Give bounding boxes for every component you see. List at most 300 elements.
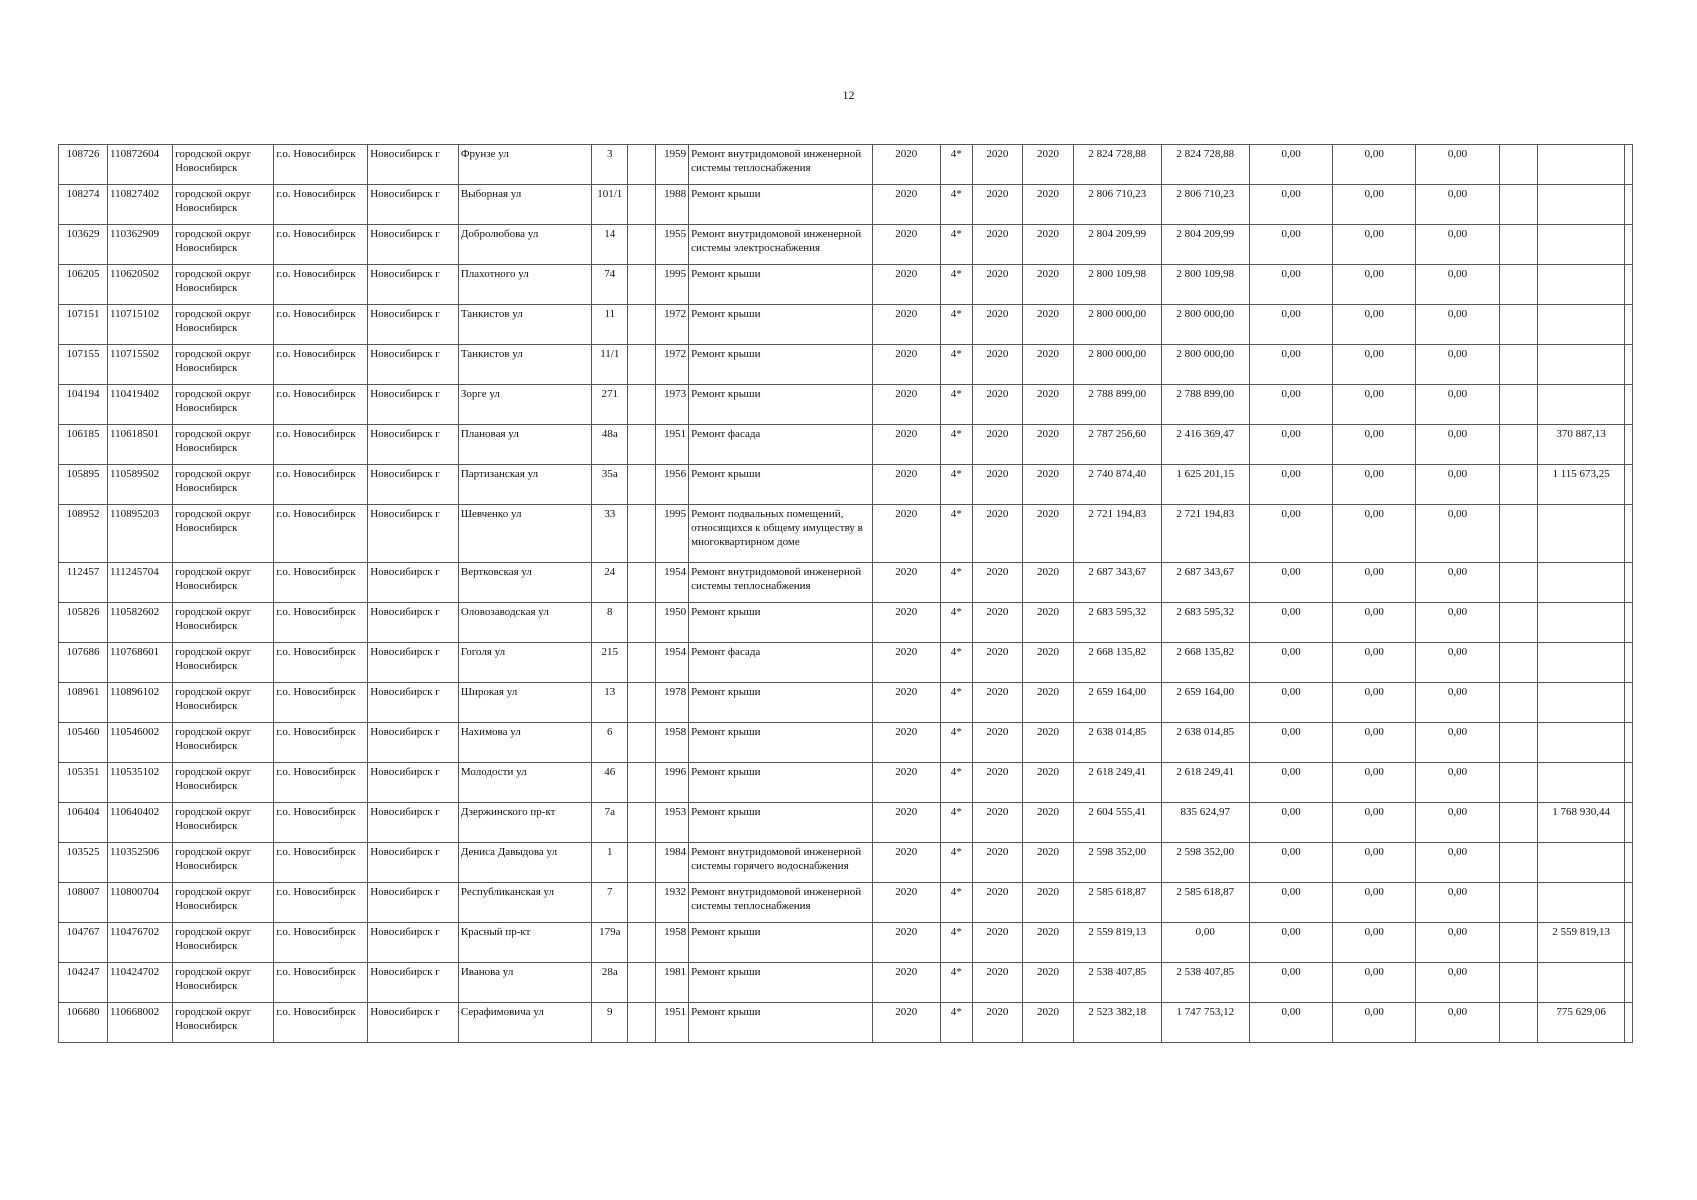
cell-district: городской округ Новосибирск bbox=[173, 225, 274, 265]
cell-house-number: 215 bbox=[592, 643, 628, 683]
cell-city: Новосибирск г bbox=[368, 465, 459, 505]
cell-regional-cost: 0,00 bbox=[1333, 305, 1416, 345]
cell-plan-year: 2020 bbox=[872, 923, 940, 963]
table-row bbox=[59, 603, 1633, 643]
cell-fund-cost: 2 687 343,67 bbox=[1161, 563, 1250, 603]
cell-record-id: 106680 bbox=[59, 1003, 108, 1043]
cell-regional-cost: 0,00 bbox=[1333, 803, 1416, 843]
cell-municipality: г.о. Новосибирск bbox=[274, 305, 368, 345]
cell-fund-cost: 2 598 352,00 bbox=[1161, 843, 1250, 883]
cell-house-number: 7 bbox=[592, 883, 628, 923]
table-row bbox=[59, 723, 1633, 763]
table-row bbox=[59, 425, 1633, 465]
cell-year-built: 1995 bbox=[656, 505, 689, 563]
cell-city: Новосибирск г bbox=[368, 185, 459, 225]
cell-start-year: 2020 bbox=[972, 843, 1022, 883]
cell-regional-cost: 0,00 bbox=[1333, 225, 1416, 265]
cell-owners-cost: 2 559 819,13 bbox=[1537, 923, 1624, 963]
cell-spacer bbox=[1625, 465, 1633, 505]
cell-city: Новосибирск г bbox=[368, 723, 459, 763]
table-row bbox=[59, 843, 1633, 883]
cell-fund-cost: 2 806 710,23 bbox=[1161, 185, 1250, 225]
cell-municipality: г.о. Новосибирск bbox=[274, 505, 368, 563]
cell-end-year: 2020 bbox=[1022, 345, 1073, 385]
cell-municipality: г.о. Новосибирск bbox=[274, 843, 368, 883]
table-row bbox=[59, 763, 1633, 803]
cell-spacer bbox=[1625, 345, 1633, 385]
cell-owners-cost: 1 768 930,44 bbox=[1537, 803, 1624, 843]
cell-building bbox=[628, 963, 656, 1003]
cell-street: Плахотного ул bbox=[458, 265, 591, 305]
cell-federal-cost: 0,00 bbox=[1250, 345, 1333, 385]
cell-district: городской округ Новосибирск bbox=[173, 963, 274, 1003]
cell-local-cost: 0,00 bbox=[1416, 145, 1499, 185]
cell-district: городской округ Новосибирск bbox=[173, 425, 274, 465]
cell-owners-cost bbox=[1537, 763, 1624, 803]
cell-street: Вертковская ул bbox=[458, 563, 591, 603]
cell-house-number: 11/1 bbox=[592, 345, 628, 385]
cell-regional-cost: 0,00 bbox=[1333, 963, 1416, 1003]
cell-house-number: 13 bbox=[592, 683, 628, 723]
cell-house-number: 24 bbox=[592, 563, 628, 603]
cell-work-type: Ремонт фасада bbox=[689, 643, 872, 683]
cell-house-code: 110589502 bbox=[108, 465, 173, 505]
cell-record-id: 105895 bbox=[59, 465, 108, 505]
cell-city: Новосибирск г bbox=[368, 505, 459, 563]
cell-street: Дзержинского пр-кт bbox=[458, 803, 591, 843]
cell-regional-cost: 0,00 bbox=[1333, 425, 1416, 465]
cell-total-cost: 2 687 343,67 bbox=[1074, 563, 1161, 603]
cell-city: Новосибирск г bbox=[368, 385, 459, 425]
cell-start-year: 2020 bbox=[972, 923, 1022, 963]
cell-house-code: 110424702 bbox=[108, 963, 173, 1003]
cell-local-cost: 0,00 bbox=[1416, 305, 1499, 345]
cell-local-cost: 0,00 bbox=[1416, 963, 1499, 1003]
table-row bbox=[59, 305, 1633, 345]
cell-extra-cost bbox=[1499, 425, 1537, 465]
cell-municipality: г.о. Новосибирск bbox=[274, 963, 368, 1003]
cell-end-year: 2020 bbox=[1022, 843, 1073, 883]
cell-house-code: 110352506 bbox=[108, 843, 173, 883]
cell-street: Шевченко ул bbox=[458, 505, 591, 563]
cell-regional-cost: 0,00 bbox=[1333, 465, 1416, 505]
cell-building bbox=[628, 563, 656, 603]
cell-plan-year: 2020 bbox=[872, 563, 940, 603]
cell-fund-cost: 2 538 407,85 bbox=[1161, 963, 1250, 1003]
cell-year-built: 1958 bbox=[656, 723, 689, 763]
cell-extra-cost bbox=[1499, 683, 1537, 723]
cell-start-year: 2020 bbox=[972, 563, 1022, 603]
cell-local-cost: 0,00 bbox=[1416, 883, 1499, 923]
cell-city: Новосибирск г bbox=[368, 1003, 459, 1043]
cell-federal-cost: 0,00 bbox=[1250, 683, 1333, 723]
cell-municipality: г.о. Новосибирск bbox=[274, 225, 368, 265]
cell-federal-cost: 0,00 bbox=[1250, 643, 1333, 683]
cell-spacer bbox=[1625, 425, 1633, 465]
cell-work-type: Ремонт внутридомовой инженерной системы теплоснабжения bbox=[689, 563, 872, 603]
cell-city: Новосибирск г bbox=[368, 563, 459, 603]
cell-work-type: Ремонт крыши bbox=[689, 603, 872, 643]
cell-city: Новосибирск г bbox=[368, 923, 459, 963]
cell-record-id: 105351 bbox=[59, 763, 108, 803]
cell-plan-year: 2020 bbox=[872, 683, 940, 723]
cell-federal-cost: 0,00 bbox=[1250, 723, 1333, 763]
cell-work-type: Ремонт крыши bbox=[689, 185, 872, 225]
cell-federal-cost: 0,00 bbox=[1250, 185, 1333, 225]
table-row bbox=[59, 345, 1633, 385]
table-row bbox=[59, 185, 1633, 225]
cell-total-cost: 2 824 728,88 bbox=[1074, 145, 1161, 185]
cell-city: Новосибирск г bbox=[368, 145, 459, 185]
cell-district: городской округ Новосибирск bbox=[173, 723, 274, 763]
cell-plan-year: 2020 bbox=[872, 843, 940, 883]
cell-district: городской округ Новосибирск bbox=[173, 603, 274, 643]
cell-work-type: Ремонт внутридомовой инженерной системы горячего водоснабжения bbox=[689, 843, 872, 883]
cell-federal-cost: 0,00 bbox=[1250, 803, 1333, 843]
cell-regional-cost: 0,00 bbox=[1333, 883, 1416, 923]
cell-building bbox=[628, 603, 656, 643]
cell-street: Танкистов ул bbox=[458, 305, 591, 345]
cell-type-mark: 4* bbox=[940, 883, 972, 923]
cell-plan-year: 2020 bbox=[872, 465, 940, 505]
cell-record-id: 108726 bbox=[59, 145, 108, 185]
table-row bbox=[59, 385, 1633, 425]
cell-building bbox=[628, 923, 656, 963]
cell-local-cost: 0,00 bbox=[1416, 763, 1499, 803]
cell-federal-cost: 0,00 bbox=[1250, 225, 1333, 265]
cell-spacer bbox=[1625, 763, 1633, 803]
cell-house-code: 110895203 bbox=[108, 505, 173, 563]
cell-regional-cost: 0,00 bbox=[1333, 683, 1416, 723]
cell-start-year: 2020 bbox=[972, 1003, 1022, 1043]
cell-plan-year: 2020 bbox=[872, 345, 940, 385]
cell-start-year: 2020 bbox=[972, 465, 1022, 505]
cell-spacer bbox=[1625, 883, 1633, 923]
cell-house-code: 110620502 bbox=[108, 265, 173, 305]
cell-record-id: 108274 bbox=[59, 185, 108, 225]
cell-spacer bbox=[1625, 225, 1633, 265]
cell-spacer bbox=[1625, 643, 1633, 683]
cell-type-mark: 4* bbox=[940, 145, 972, 185]
cell-regional-cost: 0,00 bbox=[1333, 265, 1416, 305]
cell-local-cost: 0,00 bbox=[1416, 185, 1499, 225]
cell-street: Плановая ул bbox=[458, 425, 591, 465]
cell-district: городской округ Новосибирск bbox=[173, 683, 274, 723]
cell-local-cost: 0,00 bbox=[1416, 1003, 1499, 1043]
cell-fund-cost: 2 800 000,00 bbox=[1161, 345, 1250, 385]
cell-plan-year: 2020 bbox=[872, 883, 940, 923]
cell-house-code: 110715102 bbox=[108, 305, 173, 345]
cell-district: городской округ Новосибирск bbox=[173, 563, 274, 603]
cell-municipality: г.о. Новосибирск bbox=[274, 883, 368, 923]
cell-record-id: 105826 bbox=[59, 603, 108, 643]
cell-work-type: Ремонт крыши bbox=[689, 265, 872, 305]
cell-owners-cost bbox=[1537, 345, 1624, 385]
cell-extra-cost bbox=[1499, 145, 1537, 185]
cell-house-code: 110668002 bbox=[108, 1003, 173, 1043]
table-row bbox=[59, 563, 1633, 603]
table-row bbox=[59, 265, 1633, 305]
cell-district: городской округ Новосибирск bbox=[173, 803, 274, 843]
cell-street: Республиканская ул bbox=[458, 883, 591, 923]
cell-year-built: 1972 bbox=[656, 345, 689, 385]
cell-municipality: г.о. Новосибирск bbox=[274, 425, 368, 465]
cell-federal-cost: 0,00 bbox=[1250, 763, 1333, 803]
cell-city: Новосибирск г bbox=[368, 763, 459, 803]
cell-district: городской округ Новосибирск bbox=[173, 265, 274, 305]
cell-end-year: 2020 bbox=[1022, 465, 1073, 505]
cell-work-type: Ремонт внутридомовой инженерной системы теплоснабжения bbox=[689, 883, 872, 923]
cell-local-cost: 0,00 bbox=[1416, 385, 1499, 425]
cell-start-year: 2020 bbox=[972, 803, 1022, 843]
cell-city: Новосибирск г bbox=[368, 843, 459, 883]
cell-type-mark: 4* bbox=[940, 345, 972, 385]
cell-work-type: Ремонт крыши bbox=[689, 683, 872, 723]
cell-work-type: Ремонт крыши bbox=[689, 963, 872, 1003]
cell-start-year: 2020 bbox=[972, 185, 1022, 225]
cell-total-cost: 2 618 249,41 bbox=[1074, 763, 1161, 803]
cell-building bbox=[628, 185, 656, 225]
cell-end-year: 2020 bbox=[1022, 723, 1073, 763]
cell-extra-cost bbox=[1499, 465, 1537, 505]
cell-house-number: 3 bbox=[592, 145, 628, 185]
cell-federal-cost: 0,00 bbox=[1250, 603, 1333, 643]
cell-house-code: 110362909 bbox=[108, 225, 173, 265]
cell-regional-cost: 0,00 bbox=[1333, 723, 1416, 763]
cell-extra-cost bbox=[1499, 265, 1537, 305]
cell-start-year: 2020 bbox=[972, 225, 1022, 265]
cell-building bbox=[628, 763, 656, 803]
cell-district: городской округ Новосибирск bbox=[173, 843, 274, 883]
cell-start-year: 2020 bbox=[972, 145, 1022, 185]
cell-type-mark: 4* bbox=[940, 723, 972, 763]
cell-record-id: 103525 bbox=[59, 843, 108, 883]
cell-district: городской округ Новосибирск bbox=[173, 883, 274, 923]
cell-record-id: 104767 bbox=[59, 923, 108, 963]
cell-total-cost: 2 740 874,40 bbox=[1074, 465, 1161, 505]
cell-federal-cost: 0,00 bbox=[1250, 305, 1333, 345]
cell-record-id: 106185 bbox=[59, 425, 108, 465]
cell-fund-cost: 0,00 bbox=[1161, 923, 1250, 963]
cell-start-year: 2020 bbox=[972, 425, 1022, 465]
cell-extra-cost bbox=[1499, 923, 1537, 963]
cell-building bbox=[628, 683, 656, 723]
cell-extra-cost bbox=[1499, 643, 1537, 683]
cell-record-id: 106205 bbox=[59, 265, 108, 305]
cell-municipality: г.о. Новосибирск bbox=[274, 643, 368, 683]
cell-extra-cost bbox=[1499, 963, 1537, 1003]
cell-year-built: 1959 bbox=[656, 145, 689, 185]
cell-federal-cost: 0,00 bbox=[1250, 883, 1333, 923]
cell-building bbox=[628, 803, 656, 843]
cell-year-built: 1995 bbox=[656, 265, 689, 305]
cell-work-type: Ремонт крыши bbox=[689, 305, 872, 345]
cell-street: Серафимовича ул bbox=[458, 1003, 591, 1043]
cell-start-year: 2020 bbox=[972, 265, 1022, 305]
cell-district: городской округ Новосибирск bbox=[173, 643, 274, 683]
cell-spacer bbox=[1625, 185, 1633, 225]
cell-end-year: 2020 bbox=[1022, 643, 1073, 683]
cell-work-type: Ремонт крыши bbox=[689, 345, 872, 385]
cell-extra-cost bbox=[1499, 1003, 1537, 1043]
cell-year-built: 1956 bbox=[656, 465, 689, 505]
cell-start-year: 2020 bbox=[972, 603, 1022, 643]
cell-record-id: 108952 bbox=[59, 505, 108, 563]
cell-extra-cost bbox=[1499, 763, 1537, 803]
cell-owners-cost: 370 887,13 bbox=[1537, 425, 1624, 465]
cell-owners-cost: 1 115 673,25 bbox=[1537, 465, 1624, 505]
cell-end-year: 2020 bbox=[1022, 803, 1073, 843]
cell-regional-cost: 0,00 bbox=[1333, 345, 1416, 385]
cell-plan-year: 2020 bbox=[872, 425, 940, 465]
cell-house-number: 14 bbox=[592, 225, 628, 265]
cell-house-number: 179а bbox=[592, 923, 628, 963]
cell-extra-cost bbox=[1499, 883, 1537, 923]
cell-owners-cost bbox=[1537, 505, 1624, 563]
cell-extra-cost bbox=[1499, 803, 1537, 843]
table-row bbox=[59, 883, 1633, 923]
cell-local-cost: 0,00 bbox=[1416, 345, 1499, 385]
cell-end-year: 2020 bbox=[1022, 963, 1073, 1003]
cell-total-cost: 2 800 000,00 bbox=[1074, 305, 1161, 345]
cell-city: Новосибирск г bbox=[368, 425, 459, 465]
cell-house-code: 110800704 bbox=[108, 883, 173, 923]
cell-house-code: 110476702 bbox=[108, 923, 173, 963]
table-body bbox=[59, 145, 1633, 1043]
cell-work-type: Ремонт внутридомовой инженерной системы электроснабжения bbox=[689, 225, 872, 265]
cell-year-built: 1953 bbox=[656, 803, 689, 843]
cell-federal-cost: 0,00 bbox=[1250, 843, 1333, 883]
cell-total-cost: 2 559 819,13 bbox=[1074, 923, 1161, 963]
cell-house-code: 110546002 bbox=[108, 723, 173, 763]
cell-fund-cost: 2 800 000,00 bbox=[1161, 305, 1250, 345]
cell-house-code: 110535102 bbox=[108, 763, 173, 803]
cell-total-cost: 2 585 618,87 bbox=[1074, 883, 1161, 923]
cell-owners-cost bbox=[1537, 265, 1624, 305]
table-row bbox=[59, 225, 1633, 265]
cell-fund-cost: 2 721 194,83 bbox=[1161, 505, 1250, 563]
cell-end-year: 2020 bbox=[1022, 145, 1073, 185]
cell-municipality: г.о. Новосибирск bbox=[274, 923, 368, 963]
cell-owners-cost bbox=[1537, 185, 1624, 225]
cell-local-cost: 0,00 bbox=[1416, 563, 1499, 603]
cell-owners-cost bbox=[1537, 603, 1624, 643]
cell-type-mark: 4* bbox=[940, 963, 972, 1003]
cell-city: Новосибирск г bbox=[368, 225, 459, 265]
cell-municipality: г.о. Новосибирск bbox=[274, 763, 368, 803]
cell-street: Добролюбова ул bbox=[458, 225, 591, 265]
cell-extra-cost bbox=[1499, 723, 1537, 763]
cell-year-built: 1972 bbox=[656, 305, 689, 345]
cell-house-number: 7а bbox=[592, 803, 628, 843]
cell-end-year: 2020 bbox=[1022, 425, 1073, 465]
cell-end-year: 2020 bbox=[1022, 563, 1073, 603]
cell-start-year: 2020 bbox=[972, 963, 1022, 1003]
cell-plan-year: 2020 bbox=[872, 145, 940, 185]
cell-local-cost: 0,00 bbox=[1416, 803, 1499, 843]
cell-type-mark: 4* bbox=[940, 683, 972, 723]
cell-district: городской округ Новосибирск bbox=[173, 145, 274, 185]
cell-owners-cost bbox=[1537, 683, 1624, 723]
cell-end-year: 2020 bbox=[1022, 1003, 1073, 1043]
cell-street: Красный пр-кт bbox=[458, 923, 591, 963]
cell-house-number: 101/1 bbox=[592, 185, 628, 225]
cell-building bbox=[628, 345, 656, 385]
cell-owners-cost bbox=[1537, 643, 1624, 683]
cell-work-type: Ремонт крыши bbox=[689, 385, 872, 425]
cell-plan-year: 2020 bbox=[872, 225, 940, 265]
cell-record-id: 104247 bbox=[59, 963, 108, 1003]
cell-regional-cost: 0,00 bbox=[1333, 1003, 1416, 1043]
cell-end-year: 2020 bbox=[1022, 683, 1073, 723]
cell-year-built: 1988 bbox=[656, 185, 689, 225]
cell-municipality: г.о. Новосибирск bbox=[274, 603, 368, 643]
cell-street: Танкистов ул bbox=[458, 345, 591, 385]
cell-fund-cost: 2 804 209,99 bbox=[1161, 225, 1250, 265]
cell-end-year: 2020 bbox=[1022, 225, 1073, 265]
cell-local-cost: 0,00 bbox=[1416, 923, 1499, 963]
cell-house-code: 111245704 bbox=[108, 563, 173, 603]
cell-fund-cost: 2 824 728,88 bbox=[1161, 145, 1250, 185]
cell-type-mark: 4* bbox=[940, 185, 972, 225]
cell-house-number: 11 bbox=[592, 305, 628, 345]
table-row bbox=[59, 465, 1633, 505]
cell-plan-year: 2020 bbox=[872, 803, 940, 843]
cell-total-cost: 2 638 014,85 bbox=[1074, 723, 1161, 763]
cell-end-year: 2020 bbox=[1022, 185, 1073, 225]
cell-total-cost: 2 659 164,00 bbox=[1074, 683, 1161, 723]
cell-spacer bbox=[1625, 843, 1633, 883]
cell-extra-cost bbox=[1499, 345, 1537, 385]
cell-house-code: 110582602 bbox=[108, 603, 173, 643]
cell-type-mark: 4* bbox=[940, 643, 972, 683]
cell-year-built: 1951 bbox=[656, 425, 689, 465]
cell-type-mark: 4* bbox=[940, 265, 972, 305]
cell-work-type: Ремонт подвальных помещений, относящихся к общему имуществу в многоквартирном доме bbox=[689, 505, 872, 563]
cell-municipality: г.о. Новосибирск bbox=[274, 563, 368, 603]
cell-start-year: 2020 bbox=[972, 305, 1022, 345]
cell-house-number: 33 bbox=[592, 505, 628, 563]
cell-year-built: 1955 bbox=[656, 225, 689, 265]
cell-building bbox=[628, 505, 656, 563]
cell-type-mark: 4* bbox=[940, 603, 972, 643]
cell-work-type: Ремонт крыши bbox=[689, 723, 872, 763]
cell-start-year: 2020 bbox=[972, 883, 1022, 923]
cell-total-cost: 2 538 407,85 bbox=[1074, 963, 1161, 1003]
cell-record-id: 103629 bbox=[59, 225, 108, 265]
cell-type-mark: 4* bbox=[940, 225, 972, 265]
cell-total-cost: 2 806 710,23 bbox=[1074, 185, 1161, 225]
table-row bbox=[59, 145, 1633, 185]
cell-type-mark: 4* bbox=[940, 803, 972, 843]
cell-house-number: 271 bbox=[592, 385, 628, 425]
cell-start-year: 2020 bbox=[972, 505, 1022, 563]
cell-fund-cost: 835 624,97 bbox=[1161, 803, 1250, 843]
cell-building bbox=[628, 305, 656, 345]
cell-owners-cost bbox=[1537, 883, 1624, 923]
cell-end-year: 2020 bbox=[1022, 923, 1073, 963]
cell-work-type: Ремонт крыши bbox=[689, 763, 872, 803]
cell-plan-year: 2020 bbox=[872, 265, 940, 305]
cell-fund-cost: 2 618 249,41 bbox=[1161, 763, 1250, 803]
cell-street: Дениса Давыдова ул bbox=[458, 843, 591, 883]
cell-municipality: г.о. Новосибирск bbox=[274, 345, 368, 385]
cell-plan-year: 2020 bbox=[872, 723, 940, 763]
cell-fund-cost: 2 659 164,00 bbox=[1161, 683, 1250, 723]
cell-total-cost: 2 604 555,41 bbox=[1074, 803, 1161, 843]
cell-district: городской округ Новосибирск bbox=[173, 385, 274, 425]
cell-regional-cost: 0,00 bbox=[1333, 603, 1416, 643]
